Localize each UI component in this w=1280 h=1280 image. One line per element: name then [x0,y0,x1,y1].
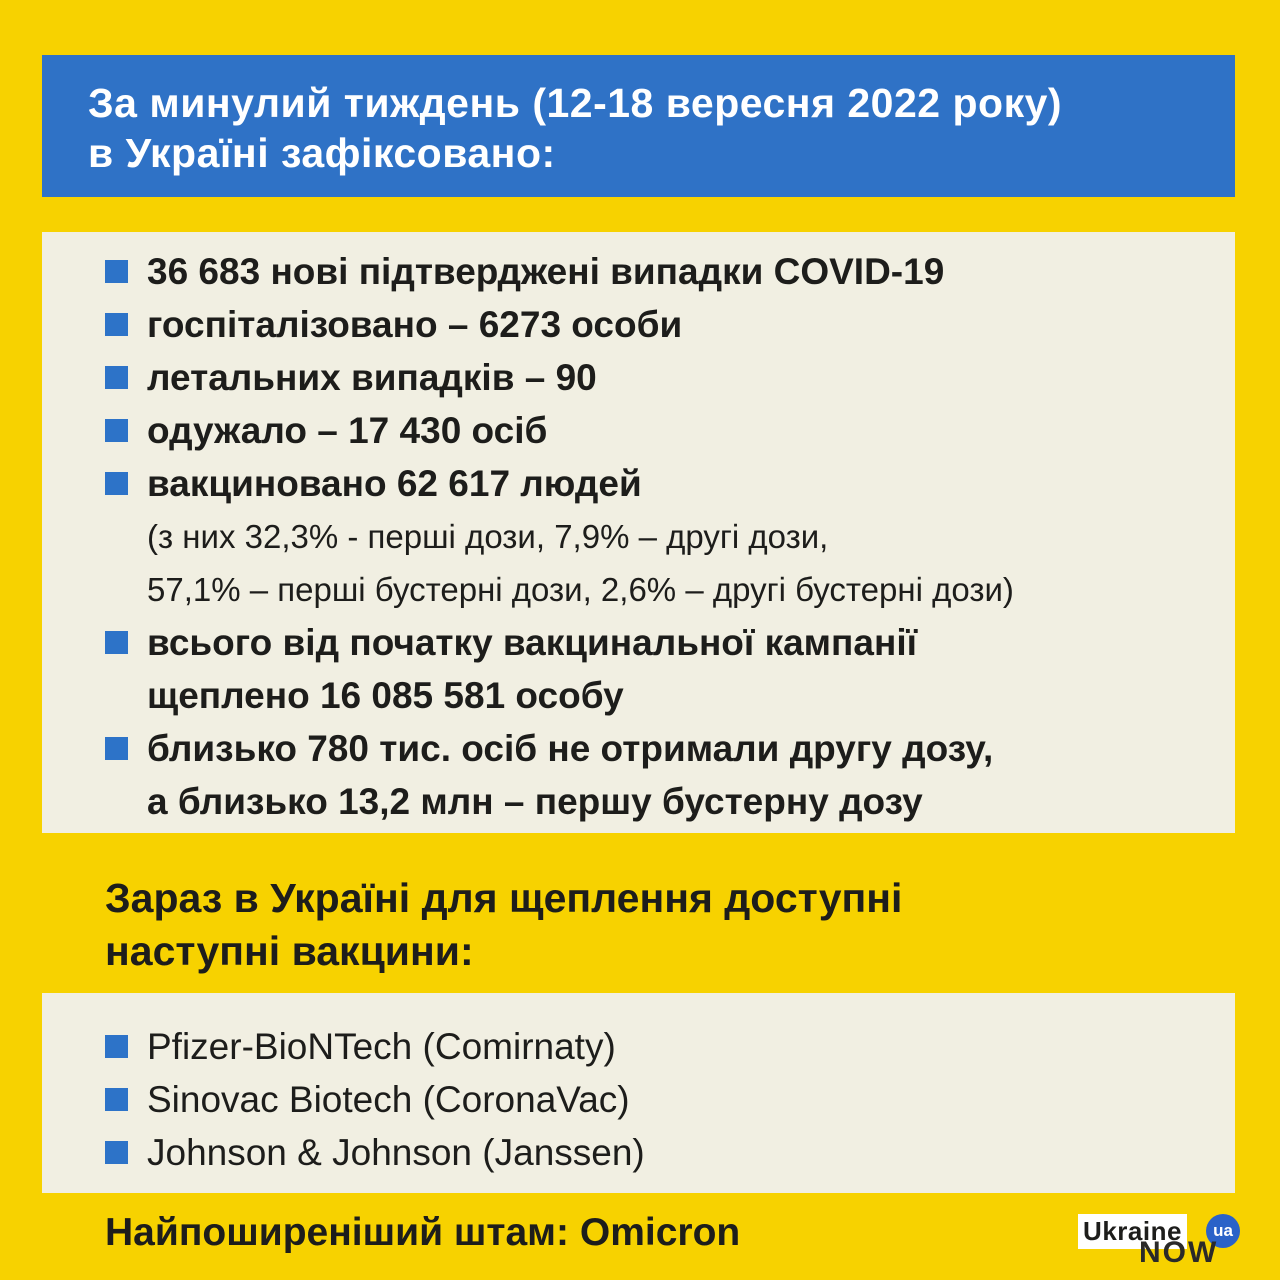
bullet-square-icon [105,1035,128,1058]
list-item [105,404,1215,457]
bullet-square-icon [105,1088,128,1111]
bullet-square-icon [105,419,128,442]
stat-new-cases: 36 683 нові підтверджені випадки COVID-19 [147,251,945,292]
header-banner [42,55,1235,197]
list-item [105,616,1215,669]
list-item [105,245,1215,298]
dominant-strain-text: Найпоширеніший штам: Omicron [105,1211,741,1254]
list-item [105,722,1215,775]
bullet-square-icon [105,1141,128,1164]
vaccines-panel [42,993,1235,1193]
bullet-square-icon [105,472,128,495]
vaccine-johnson: Johnson & Johnson (Janssen) [147,1132,645,1173]
stats-panel [42,232,1235,833]
header-line-2: в Україні зафіксовано: [88,130,556,176]
list-item [105,1126,1215,1179]
header-line-1: За минулий тиждень (12-18 вересня 2022 року) [88,80,1063,126]
bullet-square-icon [105,260,128,283]
stat-vaccinated-detail-1: (з них 32,3% - перші дози, 7,9% – другі дози, [147,518,829,555]
vaccines-heading-line-1: Зараз в Україні для щеплення доступні [105,875,903,921]
bullet-square-icon [105,737,128,760]
list-item [105,351,1215,404]
ukraine-now-logo-now: NOW [1139,1236,1219,1269]
list-item [105,1020,1215,1073]
stat-vaccinated-detail-2: 57,1% – перші бустерні дози, 2,6% – другі бустерні дози) [147,571,1014,608]
bullet-square-icon [105,313,128,336]
bullet-square-icon [105,366,128,389]
stat-lethal: летальних випадків – 90 [147,357,597,398]
stat-missed-doses-line1: близько 780 тис. осіб не отримали другу дозу, [147,728,994,769]
stat-vaccinated: вакциновано 62 617 людей [147,463,642,504]
vaccine-pfizer: Pfizer-BioNTech (Comirnaty) [147,1026,616,1067]
ua-badge-icon: ua [1206,1214,1240,1248]
stat-recovered: одужало – 17 430 осіб [147,410,548,451]
stat-campaign-total-line2: щеплено 16 085 581 особу [147,675,624,716]
list-item [105,457,1215,510]
stat-campaign-total-line1: всього від початку вакцинальної кампанії [147,622,918,663]
vaccine-sinovac: Sinovac Biotech (CoronaVac) [147,1079,630,1120]
vaccines-section-heading [105,872,902,978]
stat-missed-doses-line2: а близько 13,2 млн – першу бустерну дозу [147,781,923,822]
stat-hospitalized: госпіталізовано – 6273 особи [147,304,683,345]
list-item [105,298,1215,351]
list-item [105,1073,1215,1126]
vaccines-heading-line-2: наступні вакцини: [105,928,474,974]
bullet-square-icon [105,631,128,654]
ukraine-now-logo-wordmark: Ukraine [1078,1214,1187,1249]
